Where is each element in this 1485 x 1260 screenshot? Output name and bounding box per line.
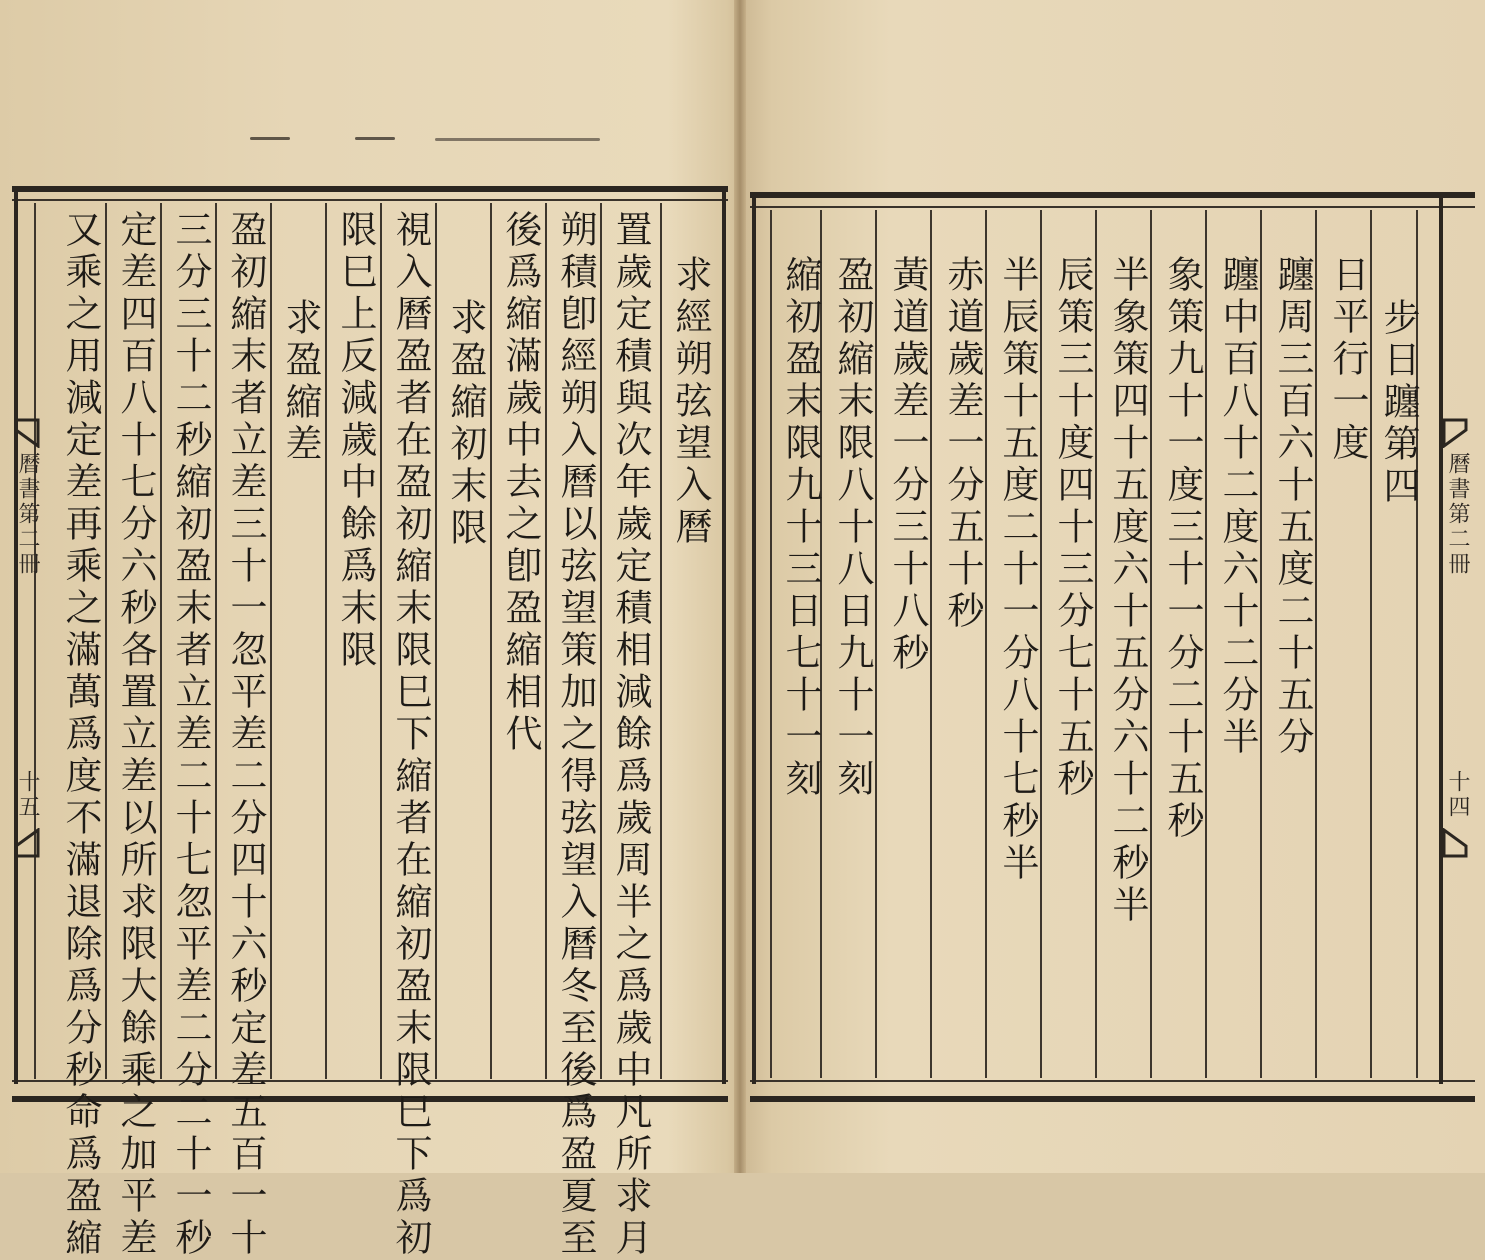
left-fold-line — [34, 203, 36, 1079]
text-column: 求經朔弦望入曆 — [669, 255, 712, 549]
text-column: 朔積卽經朔入曆以弦望策加之得弦望入曆冬至後爲盈夏至 — [554, 210, 597, 1260]
text-column: 半象策四十五度六十五分六十二秒半 — [1106, 255, 1149, 927]
section-heading: 步日躔第四 — [1377, 298, 1420, 508]
text-column: 限巳上反減歲中餘爲末限 — [334, 210, 377, 672]
stain — [355, 137, 395, 140]
fishtail-mark — [1442, 418, 1468, 448]
text-column: 盈初縮末限八十八日九十一刻 — [831, 255, 874, 801]
text-column: 辰策三十度四十三分七十五秒 — [1051, 255, 1094, 801]
left-page — [0, 0, 738, 1260]
left-page-fold-border — [14, 192, 18, 1084]
right-page-outer-border — [752, 198, 756, 1084]
text-column: 置歲定積與次年歲定積相減餘爲歲周半之爲歲中凡所求月 — [609, 210, 652, 1260]
text-column: 視入曆盈者在盈初縮末限巳下縮者在縮初盈末限巳下爲初 — [389, 210, 432, 1260]
text-column: 定差四百八十七分六秒各置立差以所求限大餘乘之加平差 — [114, 210, 157, 1260]
right-page — [740, 0, 1485, 1173]
right-page-fold-border — [1439, 198, 1443, 1084]
text-column: 又乘之用減定差再乘之滿萬爲度不滿退除爲分秒命爲盈縮 — [59, 210, 102, 1260]
stain — [250, 137, 290, 140]
text-column: 三分三十二秒縮初盈末者立差二十七忽平差二分二十一秒 — [169, 210, 212, 1260]
fishtail-mark — [1442, 828, 1468, 858]
fishtail-mark — [14, 418, 40, 448]
margin-title: 曆書第二冊 — [1445, 452, 1470, 577]
right-frame-inner-top — [750, 206, 1475, 208]
text-column: 求盈縮差 — [279, 298, 322, 466]
left-frame-inner-top — [12, 199, 728, 201]
fishtail-mark — [14, 828, 40, 858]
text-column: 日平行一度 — [1326, 255, 1369, 465]
text-column: 躔周三百六十五度二十五分 — [1271, 255, 1314, 759]
text-column: 躔中百八十二度六十二分半 — [1216, 255, 1259, 759]
margin-title: 曆書第二冊 — [15, 452, 40, 577]
stain — [435, 138, 600, 141]
text-column: 半辰策十五度二十一分八十七秒半 — [996, 255, 1039, 885]
page-number: 十五 — [15, 770, 40, 820]
text-column: 赤道歲差一分五十秒 — [941, 255, 984, 633]
text-column: 縮初盈末限九十三日七十一刻 — [779, 255, 822, 801]
left-page-outer-border — [722, 192, 726, 1084]
text-column: 後爲縮滿歲中去之卽盈縮相代 — [499, 210, 542, 756]
right-frame-inner-bottom — [750, 1080, 1475, 1082]
page-number: 十四 — [1445, 770, 1470, 820]
text-column: 象策九十一度三十一分二十五秒 — [1161, 255, 1204, 843]
text-column: 求盈縮初末限 — [444, 298, 487, 550]
text-column: 黃道歲差一分三十八秒 — [886, 255, 929, 675]
text-column: 盈初縮末者立差三十一忽平差二分四十六秒定差五百一十 — [224, 210, 267, 1260]
